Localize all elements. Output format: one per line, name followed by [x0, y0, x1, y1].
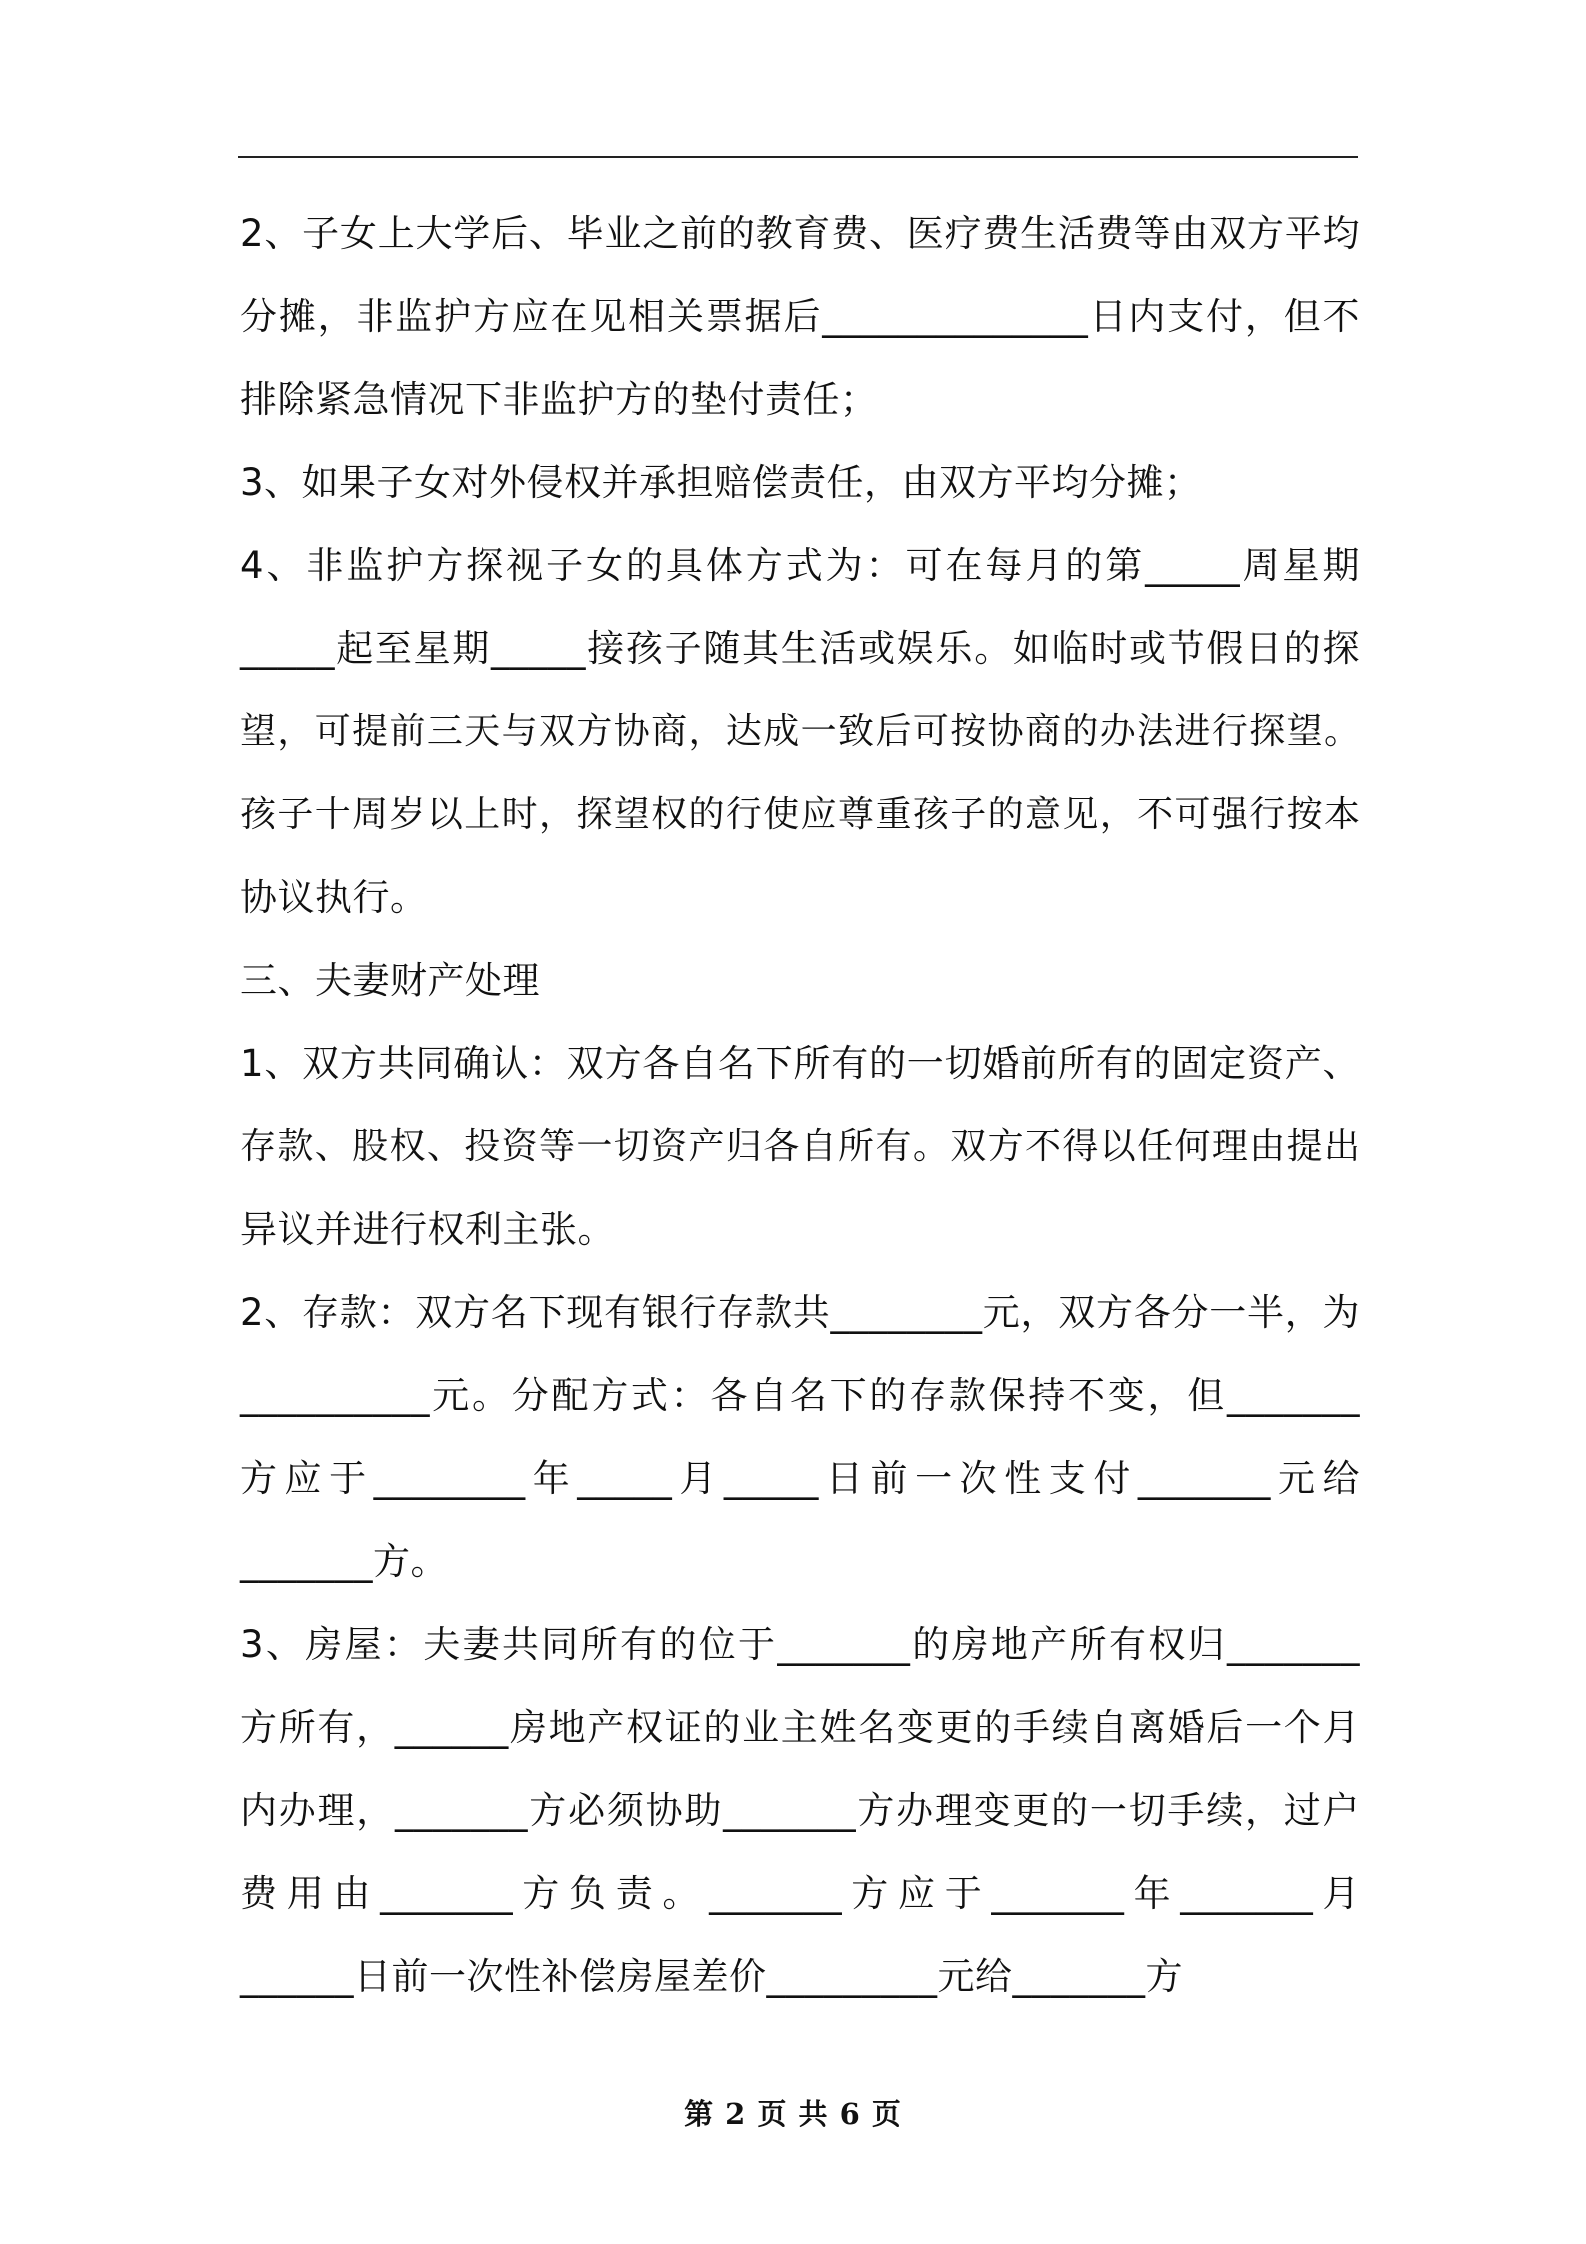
- text-line: _____起至星期_____接孩子随其生活或娱乐。如临时或节假日的探: [240, 627, 1360, 670]
- section-heading: 三、夫妻财产处理: [240, 959, 540, 1002]
- page-number-footer: 第 2 页 共 6 页: [684, 2097, 902, 2131]
- text-line: 费用由_______方负责。_______方应于_______年_______月: [240, 1872, 1360, 1915]
- text-line: 4、非监护方探视子女的具体方式为：可在每月的第_____周星期: [240, 544, 1360, 587]
- header-rule: [238, 156, 1358, 158]
- text-line: __________元。分配方式：各自名下的存款保持不变，但_______: [240, 1374, 1360, 1417]
- text-line: 1、双方共同确认：双方各自名下所有的一切婚前所有的固定资产、: [240, 1042, 1360, 1085]
- text-line: ______日前一次性补偿房屋差价_________元给_______方: [240, 1955, 1183, 1998]
- text-line: 望，可提前三天与双方协商，达成一致后可按协商的办法进行探望。: [240, 711, 1360, 752]
- text-line: 方应于________年_____月_____日前一次性支付_______元给: [240, 1457, 1360, 1500]
- text-line: 内办理，_______方必须协助_______方办理变更的一切手续，过户: [240, 1789, 1360, 1832]
- text-line: 2、存款：双方名下现有银行存款共________元，双方各分一半，为: [240, 1291, 1360, 1334]
- text-line: 协议执行。: [240, 876, 428, 919]
- text-line: 3、房屋：夫妻共同所有的位于_______的房地产所有权归_______: [240, 1623, 1360, 1666]
- text-line: 2、子女上大学后、毕业之前的教育费、医疗费生活费等由双方平均: [240, 212, 1360, 255]
- text-line: 3、如果子女对外侵权并承担赔偿责任，由双方平均分摊；: [240, 461, 1202, 504]
- text-line: 方所有，______房地产权证的业主姓名变更的手续自离婚后一个月: [240, 1706, 1360, 1749]
- text-line: 孩子十周岁以上时，探望权的行使应尊重孩子的意见，不可强行按本: [240, 794, 1360, 835]
- text-line: _______方。: [240, 1540, 448, 1583]
- text-line: 异议并进行权利主张。: [240, 1208, 615, 1251]
- text-line: 分摊，非监护方应在见相关票据后______________日内支付，但不: [240, 295, 1360, 338]
- text-line: 存款、股权、投资等一切资产归各自所有。双方不得以任何理由提出: [240, 1126, 1360, 1167]
- text-line: 排除紧急情况下非监护方的垫付责任；: [240, 378, 878, 421]
